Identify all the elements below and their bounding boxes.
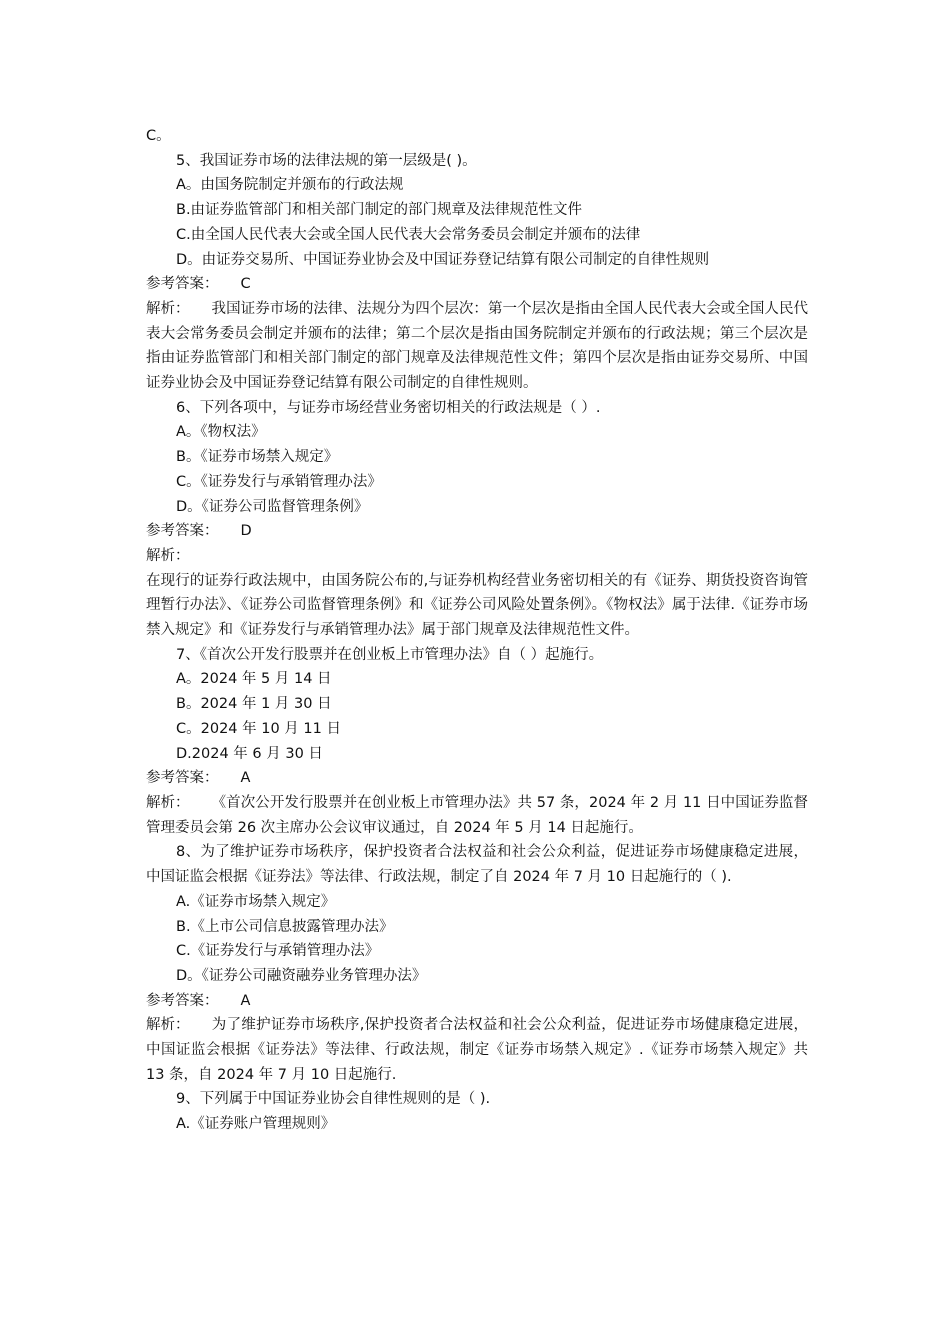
question-8: 8、为了维护证券市场秩序，保护投资者合法权益和社会公众利益，促进证券市场健康稳定进展，中国证监会根据《证券法》等法律、行政法规，制定了自 2024 年 7 月 10 日起施行的（ ). bbox=[146, 844, 808, 886]
question-5-option-b: B.由证券监管部门和相关部门制定的部门规章及法律规范性文件 bbox=[176, 202, 583, 219]
question-6-answer-row bbox=[146, 519, 808, 544]
question-9: 9、下列属于中国证券业协会自律性规则的是（ ). bbox=[176, 1091, 491, 1108]
question-6: 6、下列各项中，与证券市场经营业务密切相关的行政法规是（ ）. bbox=[176, 399, 601, 416]
question-7-option-b: B。2024 年 1 月 30 日 bbox=[176, 696, 332, 713]
question-5-option-a: A。由国务院制定并颁布的行政法规 bbox=[176, 177, 404, 194]
explanation-label: 解析： bbox=[146, 1017, 190, 1034]
question-6-option-b: B。《证券市场禁入规定》 bbox=[176, 449, 339, 466]
document-page bbox=[146, 124, 808, 1137]
answer-value: C bbox=[240, 276, 251, 293]
explanation-label: 解析： bbox=[146, 794, 190, 811]
question-7: 7、《首次公开发行股票并在创业板上市管理办法》自（ ）起施行。 bbox=[176, 646, 604, 663]
question-8-option-a: A.《证券市场禁入规定》 bbox=[176, 893, 336, 910]
question-7-option-d: D.2024 年 6 月 30 日 bbox=[176, 745, 323, 762]
answer-key-label: 参考答案： bbox=[146, 770, 219, 787]
question-8-option-d: D。《证券公司融资融券业务管理办法》 bbox=[176, 967, 427, 984]
question-7-option-a: A。2024 年 5 月 14 日 bbox=[176, 671, 332, 688]
question-9-option-a: A.《证券账户管理规则》 bbox=[176, 1116, 336, 1133]
explanation-text: 《首次公开发行股票并在创业板上市管理办法》共 57 条，2024 年 2 月 11 日中国证券监督管理委员会第 26 次主席办公会议审议通过，自 2024 年 5 月 14 日起施行。 bbox=[146, 794, 808, 836]
question-6-explanation: 在现行的证券行政法规中，由国务院公布的,与证券机构经营业务密切相关的有《证券、期货投资咨询管理暂行办法》、《证券公司监督管理条例》和《证券公司风险处置条例》。《物权法》属于法律.《证券市场禁入规定》和《证券发行与承销管理办法》属于部门规章及法律规范性文件。 bbox=[146, 572, 808, 639]
explanation-label: 解析： bbox=[146, 547, 190, 564]
answer-key-label: 参考答案： bbox=[146, 276, 219, 293]
question-6-option-a: A。《物权法》 bbox=[176, 424, 266, 441]
question-7-option-c: C。2024 年 10 月 11 日 bbox=[176, 720, 341, 737]
answer-value: A bbox=[240, 770, 251, 787]
question-7-answer-row bbox=[146, 766, 808, 791]
question-5-option-c: C.由全国人民代表大会或全国人民代表大会常务委员会制定并颁布的法律 bbox=[176, 226, 641, 243]
explanation-text: 我国证券市场的法律、法规分为四个层次：第一个层次是指由全国人民代表大会或全国人民代表大会常务委员会制定并颁布的法律；第二个层次是指由国务院制定并颁布的行政法规；第三个层次是指由证券监管部门和相关部门制定的部门规章及法律规范性文件；第四个层次是指由证券交易所、中国证券业协会及中国证券登记结算有限公司制定的自律性规则。 bbox=[146, 300, 808, 392]
question-6-option-c: C。《证券发行与承销管理办法》 bbox=[176, 473, 382, 490]
question-8-option-c: C.《证券发行与承销管理办法》 bbox=[176, 943, 380, 960]
question-5-answer-row bbox=[146, 272, 808, 297]
question-8-option-b: B.《上市公司信息披露管理办法》 bbox=[176, 918, 394, 935]
question-7-explanation bbox=[146, 791, 808, 840]
question-8-explanation bbox=[146, 1013, 808, 1087]
answer-fragment: C。 bbox=[146, 128, 171, 144]
answer-value: D bbox=[240, 523, 252, 540]
question-5-explanation bbox=[146, 297, 808, 396]
question-5-option-d: D。由证券交易所、中国证券业协会及中国证券登记结算有限公司制定的自律性规则 bbox=[176, 251, 710, 268]
explanation-label: 解析： bbox=[146, 300, 190, 317]
explanation-text: 为了维护证券市场秩序,保护投资者合法权益和社会公众利益，促进证券市场健康稳定进展，中国证监会根据《证券法》等法律、行政法规，制定《证券市场禁入规定》.《证券市场禁入规定》共 13 条，自 2024 年 7 月 10 日起施行. bbox=[146, 1017, 808, 1083]
question-8-answer-row bbox=[146, 989, 808, 1014]
answer-value: A bbox=[240, 992, 251, 1009]
question-6-option-d: D。《证券公司监督管理条例》 bbox=[176, 498, 369, 515]
question-5: 5、我国证券市场的法律法规的第一层级是( )。 bbox=[176, 152, 477, 169]
answer-key-label: 参考答案： bbox=[146, 523, 219, 540]
answer-key-label: 参考答案： bbox=[146, 992, 219, 1009]
